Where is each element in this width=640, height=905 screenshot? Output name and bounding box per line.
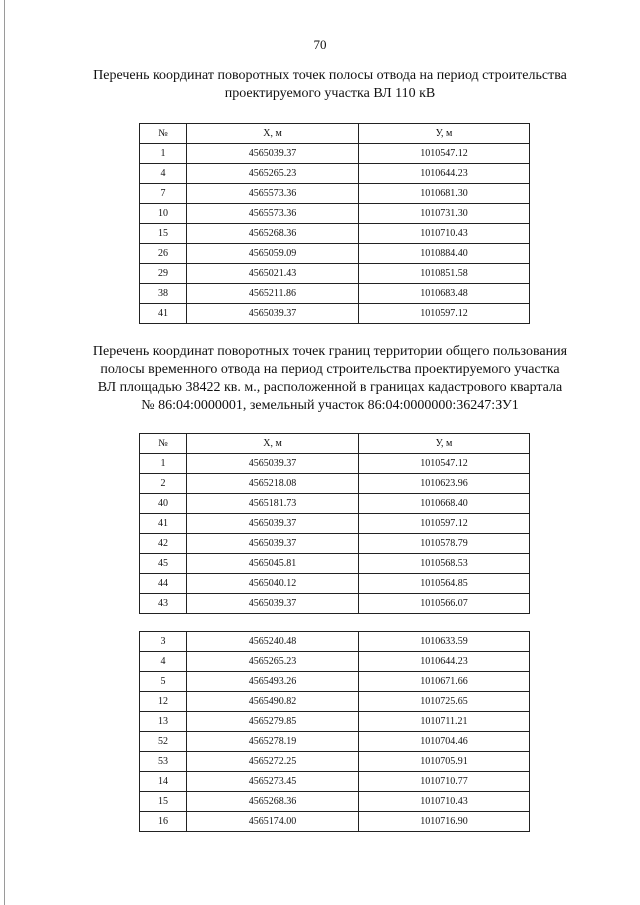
section2-title-line: Перечень координат поворотных точек границ территории общего пользования — [92, 344, 568, 359]
table-body — [140, 454, 530, 614]
cell-number: 38 — [140, 284, 187, 304]
cell-x: 4565039.37 — [187, 534, 359, 554]
cell-number: 45 — [140, 554, 187, 574]
cell-x: 4565045.81 — [187, 554, 359, 574]
section2-title — [60, 343, 600, 415]
table-row — [140, 594, 530, 614]
cell-number: 40 — [140, 494, 187, 514]
cell-x: 4565039.37 — [187, 514, 359, 534]
section1-title — [60, 67, 600, 103]
section1-title-line: Перечень координат поворотных точек полосы отвода на период строительства — [93, 68, 567, 83]
cell-x: 4565021.43 — [187, 264, 359, 284]
cell-y: 1010566.07 — [359, 594, 530, 614]
table-header-row — [140, 124, 530, 144]
table-row — [140, 494, 530, 514]
cell-number: 2 — [140, 474, 187, 494]
table-header-row — [140, 434, 530, 454]
table-row — [140, 454, 530, 474]
table-row — [140, 772, 530, 792]
table-row — [140, 672, 530, 692]
cell-number: 3 — [140, 632, 187, 652]
section1-title-line: проектируемого участка ВЛ 110 кВ — [224, 86, 436, 101]
table-row — [140, 692, 530, 712]
section2-title-line: ВЛ площадью 38422 кв. м., расположенной в границах кадастрового квартала — [97, 380, 563, 395]
cell-y: 1010711.21 — [359, 712, 530, 732]
cell-y: 1010623.96 — [359, 474, 530, 494]
cell-x: 4565493.26 — [187, 672, 359, 692]
table-row — [140, 474, 530, 494]
cell-x: 4565181.73 — [187, 494, 359, 514]
section2-title-line: № 86:04:0000001, земельный участок 86:04:0000000:36247:ЗУ1 — [141, 398, 519, 413]
table-row — [140, 284, 530, 304]
cell-x: 4565039.37 — [187, 594, 359, 614]
cell-x: 4565174.00 — [187, 812, 359, 832]
cell-number: 1 — [140, 454, 187, 474]
cell-y: 1010597.12 — [359, 304, 530, 324]
coordinates-table-2 — [139, 433, 530, 614]
cell-number: 52 — [140, 732, 187, 752]
header-number: № — [140, 434, 187, 454]
table-row — [140, 184, 530, 204]
cell-y: 1010644.23 — [359, 652, 530, 672]
cell-x: 4565039.37 — [187, 304, 359, 324]
table-row — [140, 164, 530, 184]
cell-x: 4565059.09 — [187, 244, 359, 264]
cell-x: 4565268.36 — [187, 792, 359, 812]
cell-x: 4565211.86 — [187, 284, 359, 304]
cell-x: 4565490.82 — [187, 692, 359, 712]
table-row — [140, 652, 530, 672]
cell-number: 4 — [140, 652, 187, 672]
table-row — [140, 632, 530, 652]
table-row — [140, 224, 530, 244]
coordinates-table-1 — [139, 123, 530, 324]
header-y: У, м — [359, 124, 530, 144]
cell-number: 43 — [140, 594, 187, 614]
section2-title-line: полосы временного отвода на период строительства проектируемого участка — [100, 362, 560, 377]
table-header — [140, 124, 530, 144]
table-body — [140, 632, 530, 832]
cell-y: 1010644.23 — [359, 164, 530, 184]
cell-number: 4 — [140, 164, 187, 184]
cell-number: 15 — [140, 792, 187, 812]
cell-number: 41 — [140, 304, 187, 324]
cell-y: 1010725.65 — [359, 692, 530, 712]
cell-number: 1 — [140, 144, 187, 164]
cell-y: 1010884.40 — [359, 244, 530, 264]
cell-y: 1010683.48 — [359, 284, 530, 304]
cell-y: 1010731.30 — [359, 204, 530, 224]
cell-y: 1010564.85 — [359, 574, 530, 594]
table-row — [140, 304, 530, 324]
cell-y: 1010568.53 — [359, 554, 530, 574]
cell-number: 42 — [140, 534, 187, 554]
table-row — [140, 244, 530, 264]
table-row — [140, 574, 530, 594]
table-row — [140, 792, 530, 812]
cell-x: 4565265.23 — [187, 652, 359, 672]
cell-y: 1010633.59 — [359, 632, 530, 652]
table-row — [140, 752, 530, 772]
table-row — [140, 554, 530, 574]
table-row — [140, 732, 530, 752]
cell-y: 1010716.90 — [359, 812, 530, 832]
table-row — [140, 264, 530, 284]
table-row — [140, 514, 530, 534]
cell-y: 1010547.12 — [359, 454, 530, 474]
page-number: 70 — [313, 37, 327, 52]
cell-y: 1010668.40 — [359, 494, 530, 514]
cell-x: 4565039.37 — [187, 454, 359, 474]
cell-y: 1010704.46 — [359, 732, 530, 752]
cell-x: 4565240.48 — [187, 632, 359, 652]
cell-number: 7 — [140, 184, 187, 204]
table-row — [140, 712, 530, 732]
cell-x: 4565272.25 — [187, 752, 359, 772]
cell-y: 1010597.12 — [359, 514, 530, 534]
cell-x: 4565273.45 — [187, 772, 359, 792]
header-y: У, м — [359, 434, 530, 454]
cell-y: 1010710.43 — [359, 792, 530, 812]
coordinates-table-2-part2 — [139, 631, 530, 832]
cell-number: 53 — [140, 752, 187, 772]
table-row — [140, 812, 530, 832]
cell-number: 16 — [140, 812, 187, 832]
cell-x: 4565218.08 — [187, 474, 359, 494]
cell-y: 1010710.43 — [359, 224, 530, 244]
page-edge-line — [4, 0, 5, 905]
cell-y: 1010578.79 — [359, 534, 530, 554]
cell-number: 29 — [140, 264, 187, 284]
cell-x: 4565573.36 — [187, 204, 359, 224]
table-row — [140, 204, 530, 224]
header-number: № — [140, 124, 187, 144]
table-row — [140, 534, 530, 554]
cell-x: 4565039.37 — [187, 144, 359, 164]
cell-number: 13 — [140, 712, 187, 732]
cell-y: 1010547.12 — [359, 144, 530, 164]
cell-number: 15 — [140, 224, 187, 244]
cell-number: 26 — [140, 244, 187, 264]
table-body — [140, 144, 530, 324]
cell-y: 1010671.66 — [359, 672, 530, 692]
cell-number: 12 — [140, 692, 187, 712]
cell-x: 4565265.23 — [187, 164, 359, 184]
header-x: X, м — [187, 124, 359, 144]
cell-number: 44 — [140, 574, 187, 594]
cell-number: 14 — [140, 772, 187, 792]
cell-y: 1010705.91 — [359, 752, 530, 772]
header-x: X, м — [187, 434, 359, 454]
cell-x: 4565279.85 — [187, 712, 359, 732]
cell-x: 4565278.19 — [187, 732, 359, 752]
cell-number: 10 — [140, 204, 187, 224]
cell-y: 1010710.77 — [359, 772, 530, 792]
cell-number: 41 — [140, 514, 187, 534]
cell-y: 1010681.30 — [359, 184, 530, 204]
cell-y: 1010851.58 — [359, 264, 530, 284]
cell-number: 5 — [140, 672, 187, 692]
table-header — [140, 434, 530, 454]
table-row — [140, 144, 530, 164]
cell-x: 4565573.36 — [187, 184, 359, 204]
cell-x: 4565040.12 — [187, 574, 359, 594]
cell-x: 4565268.36 — [187, 224, 359, 244]
